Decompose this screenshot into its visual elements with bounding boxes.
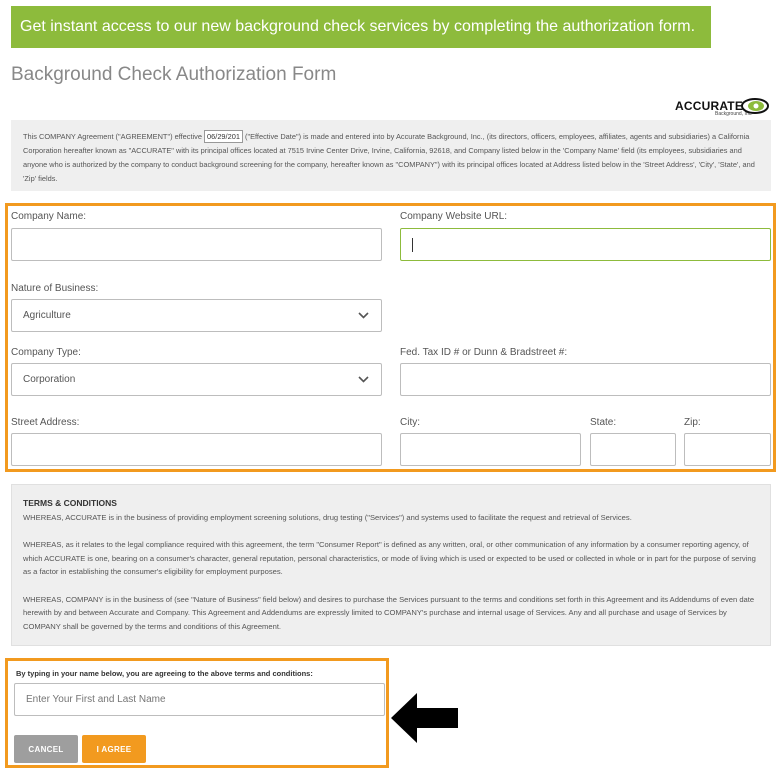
nature-of-business-label: Nature of Business: <box>11 283 99 294</box>
terms-and-conditions <box>11 484 771 646</box>
street-address-label: Street Address: <box>11 417 80 428</box>
arrow-left-icon <box>391 693 459 743</box>
company-info-section <box>5 203 776 472</box>
city-label: City: <box>400 417 420 428</box>
terms-paragraph: WHEREAS, ACCURATE is in the business of providing employment screening solutions, drug testing ("Services") and systems used to facilitate the request and retrieval of Services. <box>23 512 632 522</box>
accurate-logo <box>673 96 771 120</box>
nature-of-business-value: Agriculture <box>23 310 71 321</box>
signature-name-input[interactable] <box>14 683 385 716</box>
chevron-down-icon <box>358 312 369 319</box>
agreement-part2: ("Effective Date") is made and entered into by Accurate Background, Inc., (its directors, officers, employees, affiliates, agents and subsidiaries) a California Corporation hereafter known as "ACCURATE" with its principal offices located at 7515 Irvine Center Drive, Irvine, California, 92618, and Company listed below in the 'Company Name' field (its employees, subsidiaries and anyone who is authorized by the company to conduct background screening for the company, hereafter known as "COMPANY") with its principal offices located at Address listed below in the 'Street Address', 'City', 'State', and 'Zip' fields. <box>23 132 755 183</box>
terms-paragraph: WHEREAS, as it relates to the legal compliance required with this agreement, the term "Consumer Report" is defined as any written, oral, or other communication of any information by a consumer reporting agency, of which ACCURATE is one, bearing on a consumer's character, general reputation, personal characteristics, or mode of living which is used or expected to be used or collected in whole or in part for the purpose of serving as a factor in establishing the consumer's eligibility for employment purposes. <box>23 540 756 576</box>
company-website-label: Company Website URL: <box>400 211 508 222</box>
tax-id-label: Fed. Tax ID # or Dunn & Bradstreet #: <box>400 347 568 358</box>
logo-brand-text: ACCURATE <box>675 99 744 113</box>
tax-id-input[interactable] <box>400 363 771 396</box>
i-agree-button[interactable]: I AGREE <box>82 735 146 763</box>
state-input[interactable] <box>590 433 676 466</box>
city-input[interactable] <box>400 433 581 466</box>
nature-of-business-select[interactable] <box>11 299 382 332</box>
effective-date-field[interactable]: 06/29/201 <box>204 130 243 143</box>
signature-label: By typing in your name below, you are agreeing to the above terms and conditions: <box>16 669 313 678</box>
chevron-down-icon <box>358 376 369 383</box>
company-type-label: Company Type: <box>11 347 81 358</box>
company-website-input[interactable] <box>400 228 771 261</box>
banner-text: Get instant access to our new background check services by completing the authorization form. <box>20 18 696 35</box>
company-name-input[interactable] <box>11 228 382 261</box>
company-type-value: Corporation <box>23 374 76 385</box>
page-title: Background Check Authorization Form <box>11 64 337 85</box>
promo-banner <box>11 6 711 48</box>
logo-mark-icon <box>740 97 770 115</box>
logo-sub-text: Background, Inc. <box>715 111 753 117</box>
state-label: State: <box>590 417 617 428</box>
agreement-part1: This COMPANY Agreement ("AGREEMENT") effective <box>23 132 202 141</box>
text-caret <box>412 238 413 252</box>
cancel-button[interactable]: CANCEL <box>14 735 78 763</box>
zip-input[interactable] <box>684 433 771 466</box>
agreement-text <box>11 120 771 191</box>
street-address-input[interactable] <box>11 433 382 466</box>
signature-section <box>5 658 389 768</box>
company-type-select[interactable] <box>11 363 382 396</box>
terms-title: TERMS & CONDITIONS <box>23 498 117 508</box>
company-name-label: Company Name: <box>11 211 87 222</box>
terms-paragraph: WHEREAS, COMPANY is in the business of (see "Nature of Business" field below) and desires to purchase the Services pursuant to the terms and conditions set forth in this Agreement and its Addendums of even date herewith by and between Accurate and Company. This Agreement and Addendums are expressly limited to COMPANY's purchase and internal usage of Services. Any and all purchase and usage of Services by COMPANY shall be governed by the terms and conditions of this Agreement. <box>23 594 755 631</box>
zip-label: Zip: <box>684 417 701 428</box>
